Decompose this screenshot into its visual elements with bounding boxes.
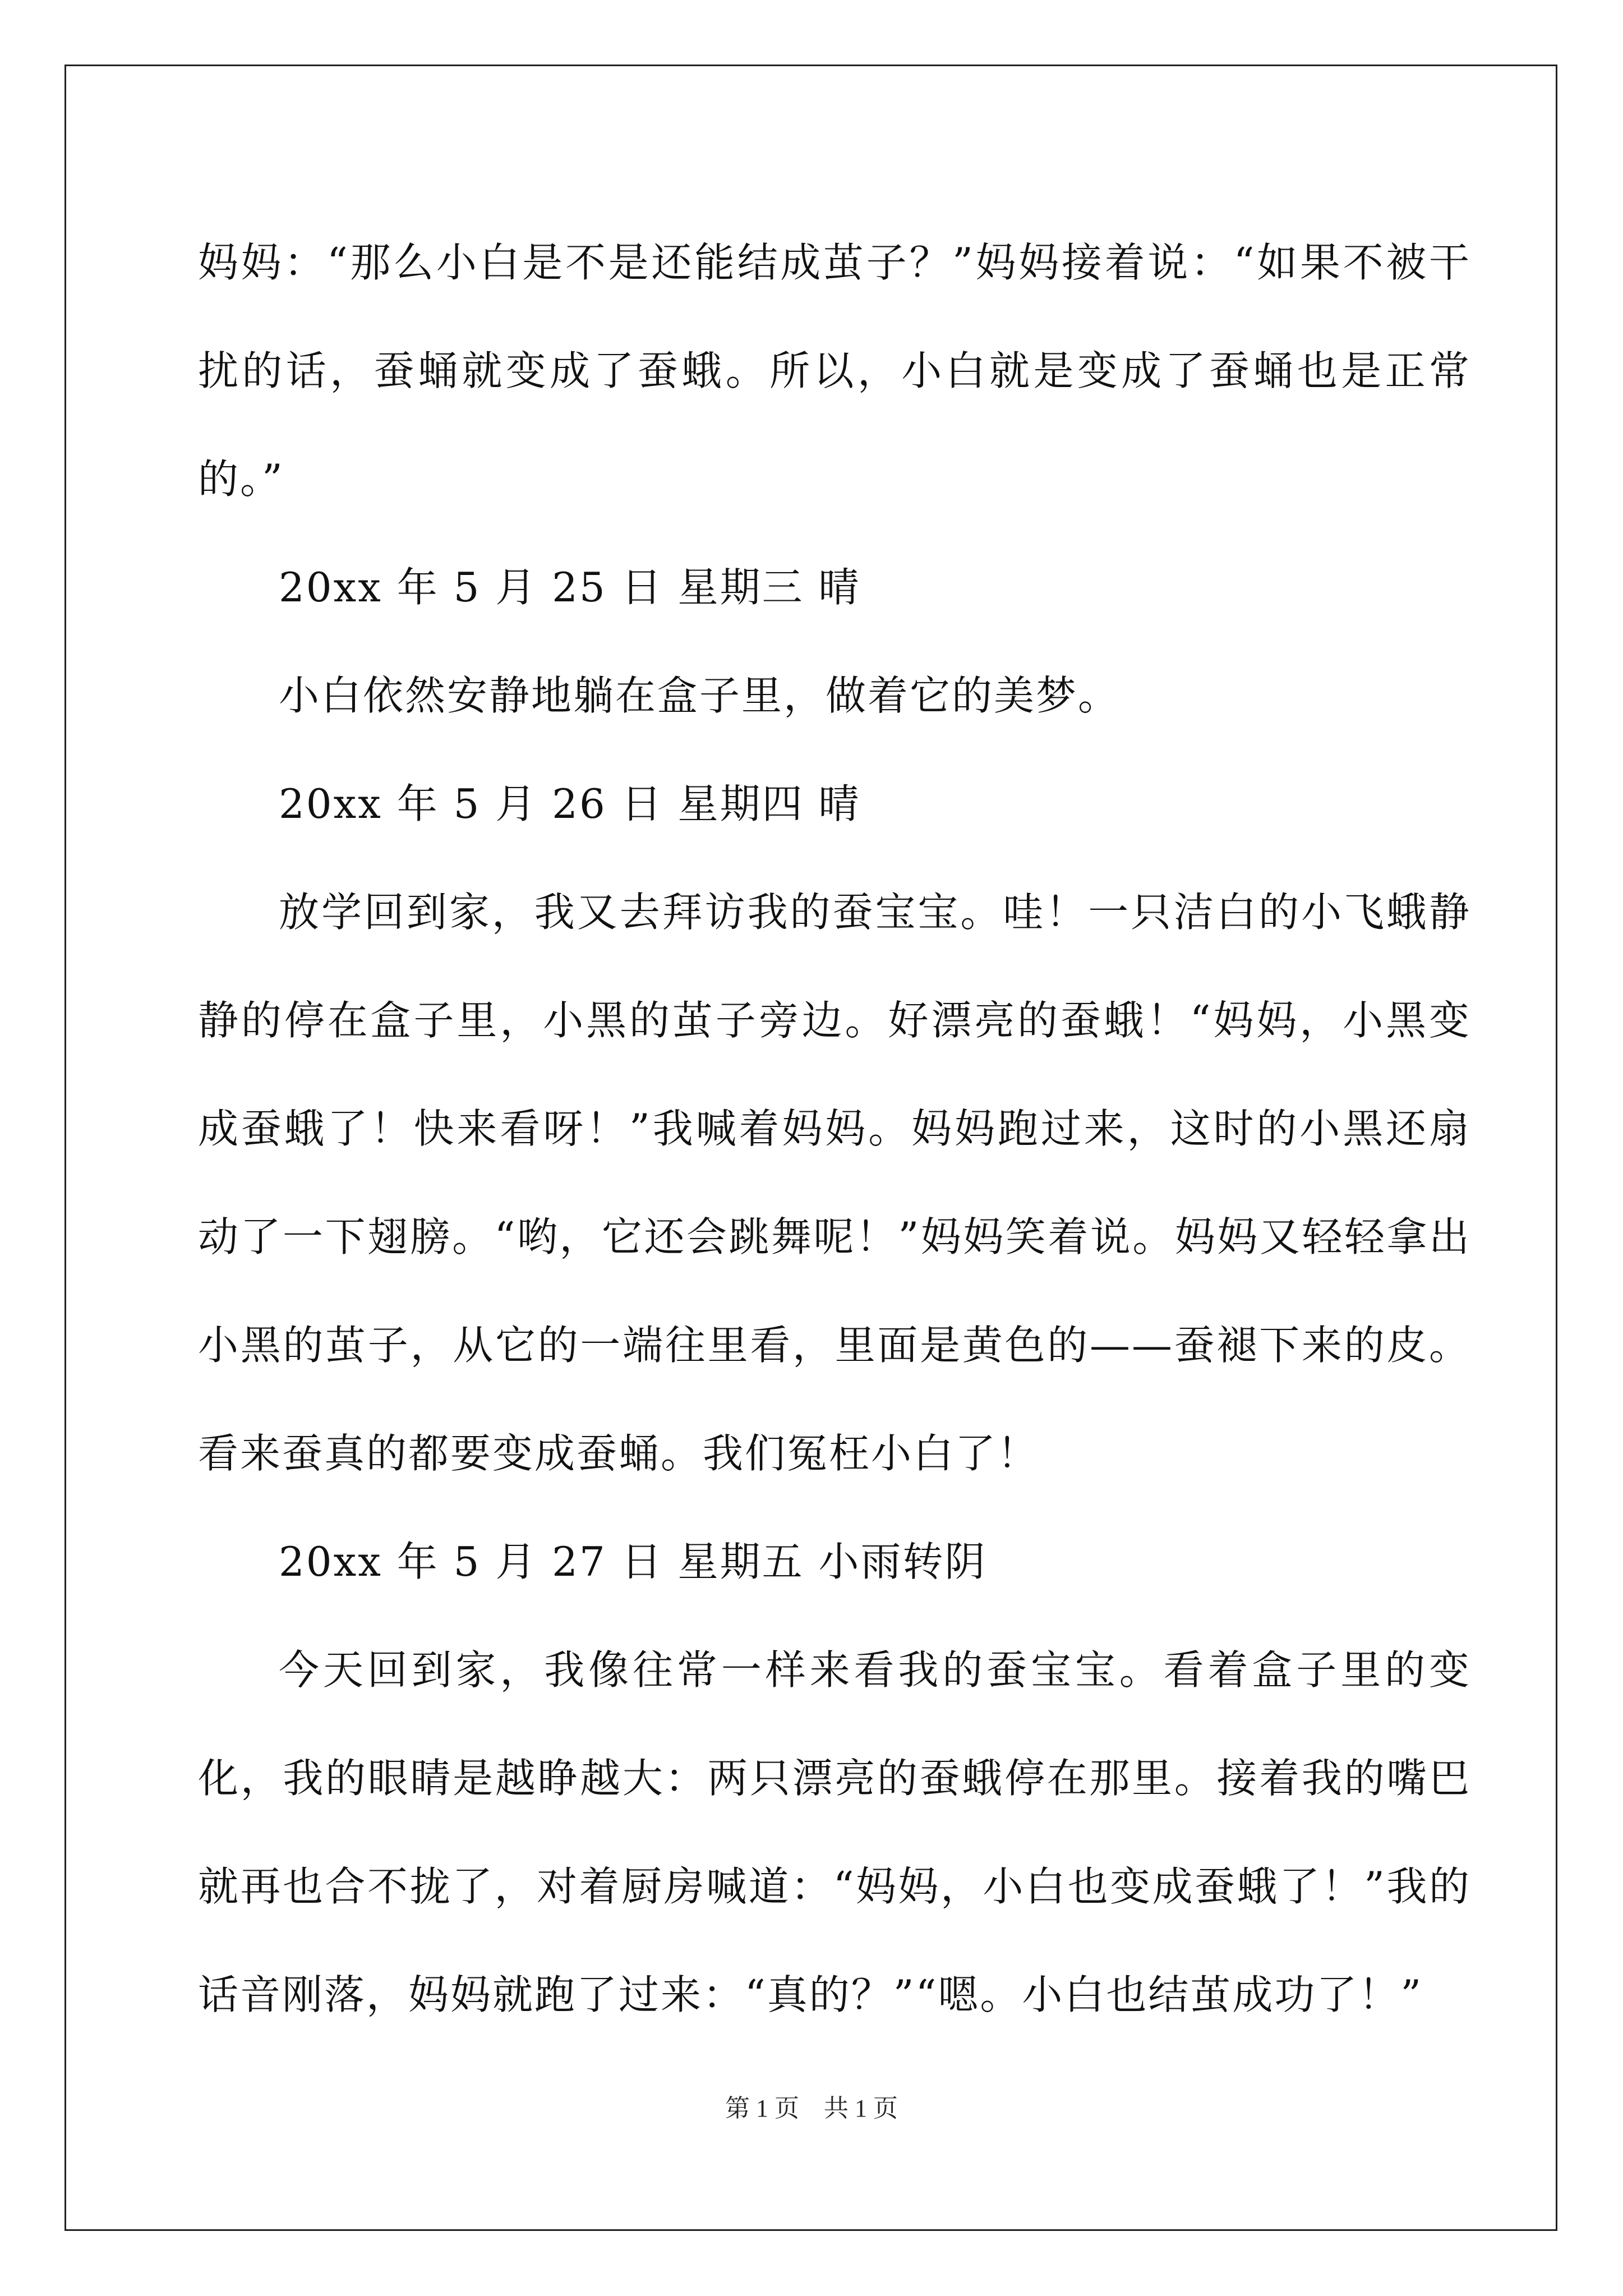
document-body	[198, 209, 1471, 2049]
diary-date-may-25: 20xx 年 5 月 25 日 星期三 晴	[279, 564, 861, 611]
diary-date-may-26: 20xx 年 5 月 26 日 星期四 晴	[279, 780, 861, 827]
diary-date-may-27: 20xx 年 5 月 27 日 星期五 小雨转阴	[279, 1538, 987, 1585]
paragraph-4: 今天回到家，我像往常一样来看我的蚕宝宝。看着盒子里的变化，我的眼睛是越睁越大：两只漂亮的蚕蛾停在那里。接着我的嘴巴就再也合不拢了，对着厨房喊道：“妈妈，小白也变成蚕蛾了！”我的话音刚落，妈妈就跑了过来：“真的？”“嗯。小白也结茧成功了！”	[198, 1646, 1471, 2018]
page-footer: 第 1 页 共 1 页	[725, 2095, 898, 2122]
paragraph-1: 妈妈：“那么小白是不是还能结成茧子？”妈妈接着说：“如果不被干扰的话，蚕蛹就变成了蚕蛾。所以，小白就是变成了蚕蛹也是正常的。”	[198, 239, 1471, 503]
paragraph-3: 放学回到家，我又去拜访我的蚕宝宝。哇！一只洁白的小飞蛾静静的停在盒子里，小黑的茧子旁边。好漂亮的蚕蛾！“妈妈，小黑变成蚕蛾了！快来看呀！”我喊着妈妈。妈妈跑过来，这时的小黑还扇动了一下翅膀。“哟，它还会跳舞呢！”妈妈笑着说。妈妈又轻轻拿出小黑的茧子，从它的一端往里看，里面是黄色的——蚕褪下来的皮。看来蚕真的都要变成蚕蛹。我们冤枉小白了！	[198, 889, 1471, 1477]
paragraph-2: 小白依然安静地躺在盒子里，做着它的美梦。	[279, 672, 1121, 719]
